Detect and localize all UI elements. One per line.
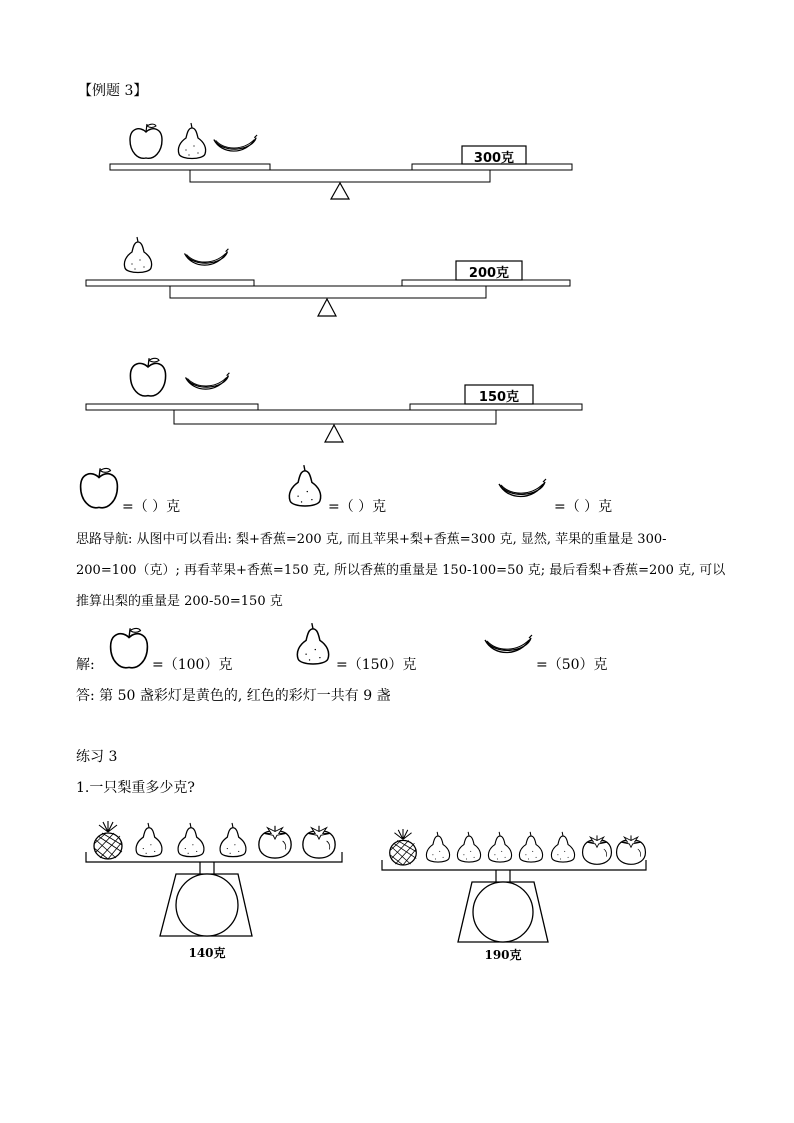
exercise-title: 练习 3 [76,749,118,765]
solution-label: 解: [76,657,95,673]
tomato-icon [617,835,646,864]
example-title: 【例题 3】 [78,83,148,99]
question-pear: =（ ）克 [328,499,387,515]
hint-paragraph: 思路导航: 从图中可以看出: 梨+香蕉=200 克, 而且苹果+梨+香蕉=300 克, 显然, 苹果的重量是 300-200=100（克）; 再看苹果+香蕉=150 克, 所以香蕉的重量是 150-100=50 克; 最后看梨+香蕉=200 克, 可以推算出梨的重量是 200-50=150 克 [76,532,726,609]
pear-icon [426,832,449,862]
exercise-question: 1.一只梨重多少克? [76,780,195,796]
pineapple-icon [390,829,417,865]
balance-3-weight: 150克 [478,390,520,405]
balance-2-weight: 200克 [468,266,510,281]
pear-icon [457,832,480,862]
pear-icon [551,832,574,862]
solution-banana: =（50）克 [536,657,608,673]
question-apple: =（ ）克 [122,499,181,515]
pear-icon [488,832,511,862]
solution-apple: =（100）克 [152,657,233,673]
scale-2-weight: 190克 [484,948,522,962]
pear-icon [519,832,542,862]
tomato-icon [583,835,612,864]
solution-pear: =（150）克 [336,657,417,673]
scale-1-weight: 140克 [188,946,226,960]
answer-text: 答: 第 50 盏彩灯是黄色的, 红色的彩灯一共有 9 盏 [76,688,391,704]
balance-1-weight: 300克 [473,151,515,166]
question-banana: =（ ）克 [554,499,613,515]
